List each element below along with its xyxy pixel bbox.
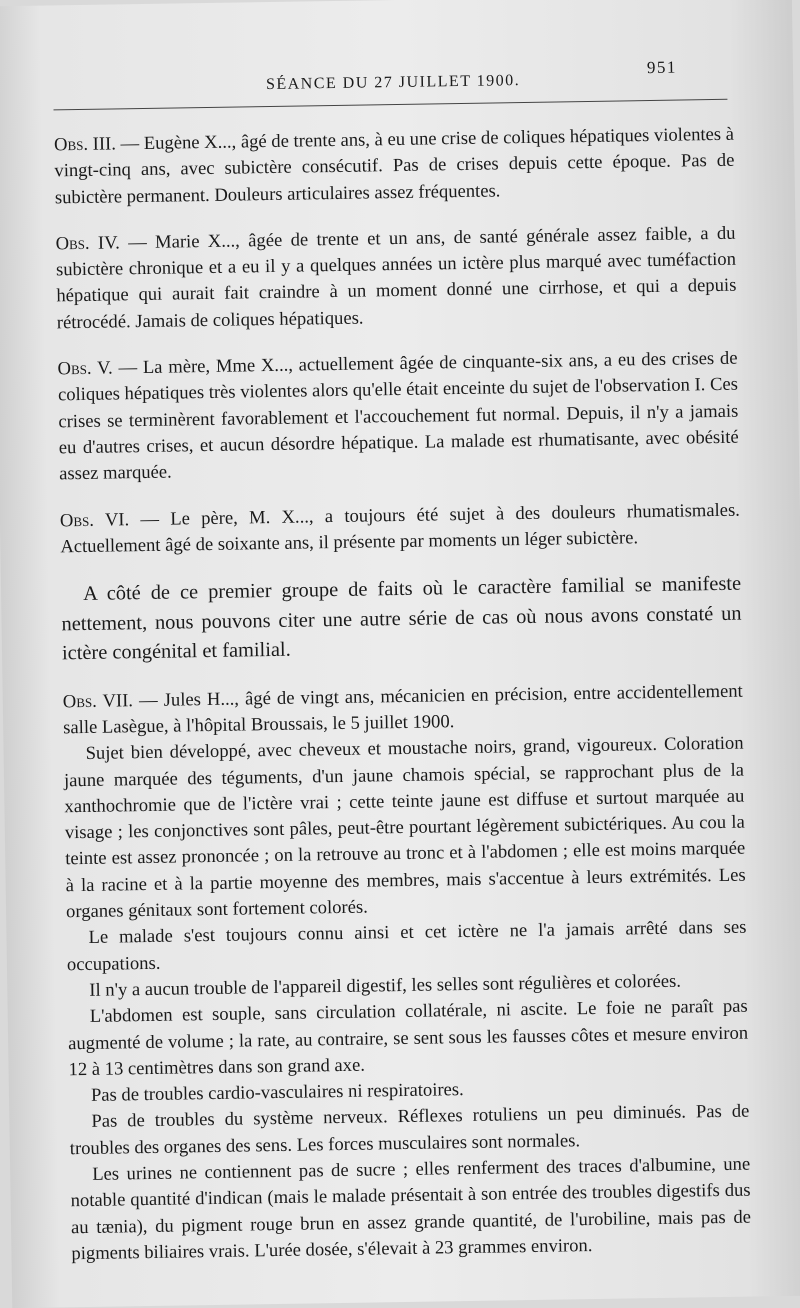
- observation-3: [54, 122, 735, 212]
- intro-paragraph: [61, 570, 742, 669]
- observation-7: [63, 678, 752, 1267]
- observation-label: Obs. IV.: [55, 232, 120, 255]
- header-rule: [53, 99, 727, 111]
- page-header: [53, 57, 733, 102]
- observation-label: Obs. III.: [53, 133, 117, 156]
- obs7-paragraph: Sujet bien développé, avec cheveux et moustache noirs, grand, vigoureux. Coloration jaune marquée des téguments, d'un jaune chamois spécial, se rapprochant plus de la xanthochromie que de l'ictère vrai ; cette teinte jaune est diffuse et surtout marquée au visage ; les conjonctives sont pâles, peut-être pourtant légèrement subictériques. Au cou la teinte est assez prononcée ; on la retrouve au tronc et à l'abdomen ; elle est moins marquée à la racine et à la partie moyenne des membres, mais s'accentue à leurs extrémités. Les organes génitaux sont fortement colorés.: [63, 732, 746, 923]
- observation-text: — Eugène X..., âgé de trente ans, à eu une crise de coliques hépatiques violentes à vingt-cinq ans, avec subictère consécutif. Pas de crises depuis cette époque. Pas de subictère permanent. Douleurs articulaires assez fréquentes.: [54, 123, 735, 208]
- observation-label: Obs. VII.: [62, 689, 134, 712]
- observation-5: [57, 346, 739, 488]
- observation-text: — Marie X..., âgée de trente et un ans, de santé générale assez faible, a du subictère chronique et a eu il y a quelques années un ictère plus marqué avec tuméfaction hépatique qui aurait fait craindre à un moment donné une cirrhose, et qui a depuis rétrocédé. Jamais de coliques hépatiques.: [55, 222, 737, 334]
- observation-text: — La mère, Mme X..., actuellement âgée de cinquante-six ans, a eu des crises de coliques hépatiques très violentes alors qu'elle était enceinte du sujet de l'observation I. Ces crises se terminèrent favorablement et l'accouchement fut normal. Depuis, il n'y a jamais eu d'autres crises, et aucun désordre hépatique. La malade est rhumatisante, avec obésité assez marquée.: [57, 347, 739, 485]
- observation-label: Obs. V.: [57, 357, 113, 380]
- observation-text: — Jules H..., âgé de vingt ans, mécanicien en précision, entre accidentellement salle Lasègue, à l'hôpital Broussais, le 5 juillet 1900.: [63, 680, 743, 739]
- running-title: SÉANCE DU 27 JUILLET 1900.: [265, 72, 521, 94]
- obs7-paragraph: Il n'y a aucun trouble de l'appareil digestif, les selles sont régulières et colorées.: [89, 970, 682, 1001]
- obs7-paragraph: Le malade s'est toujours connu ainsi et cet ictère ne l'a jamais arrêté dans ses occupations.: [66, 916, 747, 975]
- observation-4: [55, 221, 737, 337]
- obs7-paragraph: Pas de troubles du système nerveux. Réflexes rotuliens un peu diminués. Pas de troubles des organes des sens. Les forces musculaires sont normales.: [69, 1100, 750, 1159]
- observation-6: [60, 497, 741, 560]
- observation-label: Obs. VI.: [59, 508, 130, 531]
- obs7-paragraph: L'abdomen est souple, sans circulation collatérale, ni ascite. Le foie ne paraît pas augmenté de volume ; la rate, au contraire, se sent sous les fausses côtes et mesure environ 12 à 13 centimètres dans son grand axe.: [68, 995, 749, 1081]
- obs7-paragraph: Pas de troubles cardio-vasculaires ni respiratoires.: [90, 1079, 464, 1107]
- page-number: 951: [646, 57, 678, 78]
- observation-text: — Le père, M. X..., a toujours été sujet à des douleurs rhumatismales. Actuellement âgé de soixante ans, il présente par moments un léger subictère.: [60, 499, 741, 558]
- obs7-paragraph: Les urines ne contiennent pas de sucre ; elles renferment des traces d'albumine, une notable quantité d'indican (mais le malade présentait à son entrée des troubles digestifs dus au tænia), du pigment rouge brun en assez grande quantité, de l'urobiline, mais pas de pigments biliaires vrais. L'urée dosée, s'élevait à 23 grammes environ.: [70, 1153, 752, 1265]
- intro-text: A côté de ce premier groupe de faits où le caractère familial se manifeste nettement, nous pouvons citer une autre série de cas où nous avons constaté un ictère congénital et familial.: [61, 572, 742, 665]
